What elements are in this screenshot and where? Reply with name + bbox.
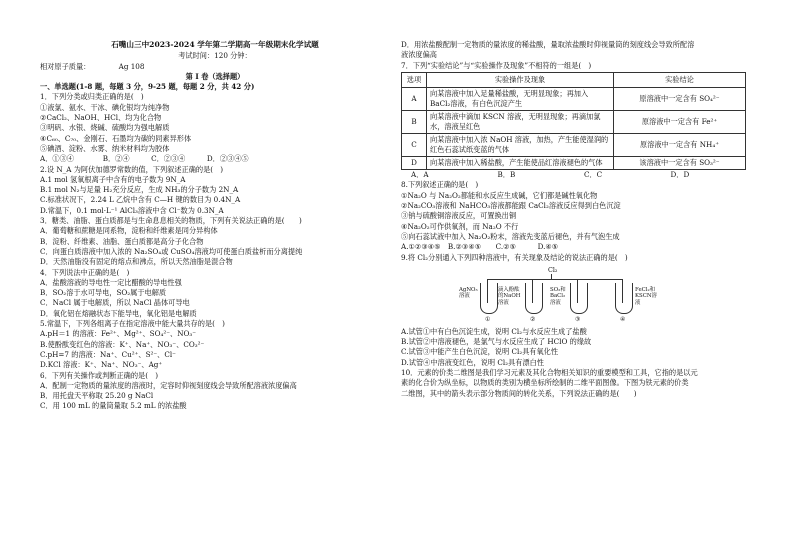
question-line: B．淀粉、纤维素、油脂、蛋白质都是高分子化合物: [40, 236, 204, 246]
atomic-mass-label: 相对原子质量：: [40, 61, 91, 71]
table-row: [402, 110, 746, 133]
q7-header-option: 选项: [402, 72, 427, 87]
question-line: ⑤碘酒、淀粉、水雾、纳米材料均为胶体: [40, 143, 170, 153]
question-line: C.试管③中能产生白色沉淀，说明 Cl₂具有氧化性: [401, 347, 559, 357]
question-line: D.KCl 溶液：K⁺、Na⁺、NO₃⁻、Ag⁺: [40, 360, 163, 370]
question-line: ③钠与硫酸铜溶液反应，可置换出铜: [401, 211, 517, 221]
right-column: [401, 0, 757, 549]
exam-time: 考试时间：120 分钟：: [178, 51, 252, 61]
q7-header-operation: 实验操作及现象: [427, 72, 614, 87]
section-title: 第 I 卷（选择题）: [185, 71, 245, 81]
question-line: B.使酚酞变红色的溶液：K⁺、Na⁺、NO₃⁻、CO₃²⁻: [40, 339, 205, 349]
question-line: D．氧化铝在熔融状态下能导电，氧化铝是电解质: [40, 308, 197, 318]
tube-4-label: FeCl₂和KSCN溶液: [635, 286, 657, 306]
table-row: [402, 133, 746, 156]
test-tube-2: [525, 283, 543, 314]
q7-cell-option: A: [402, 87, 427, 110]
test-tube-4: [615, 283, 633, 314]
q7-cell-option: B: [402, 110, 427, 133]
q7-cell-conclusion: 原溶液中一定含有 SO₄²⁻: [614, 87, 746, 110]
test-tube-1: [480, 283, 498, 314]
left-question-list: [40, 92, 390, 411]
question-line: D．天然油脂没有固定的熔点和沸点，所以天然油脂是混合物: [40, 257, 233, 267]
q7-cell-operation: 向某溶液中滴加 KSCN 溶液，无明显现象；再滴加氯水，溶液呈红色: [427, 110, 614, 133]
question-line: B．用托盘天平称取 25.20 g NaCl: [40, 391, 154, 401]
tube-4-number: ④: [620, 315, 626, 323]
q7-cell-operation: 向某溶液中加入浓 NaOH 溶液，加热，产生能使湿润的红色石蕊试纸变蓝的气体: [427, 133, 614, 156]
question-line: 素的化合价为纵坐标，以物质的类别为横坐标所绘制的二维平面图像。下图为铁元素的价类: [401, 378, 689, 388]
exam-title: 石嘴山三中2023-2024 学年第二学期高一年级期末化学试题: [111, 40, 319, 49]
question-line: A.1 mol 氢氧根离子中含有的电子数为 9N_A: [40, 174, 186, 184]
question-line: ②CaCl₂、NaOH、HCl、均为化合物: [40, 113, 162, 123]
question-line: ⑤向石蕊试液中加入 Na₂O₂粉末，溶液先变蓝后褪色，并有气泡生成: [401, 231, 620, 241]
q7-options: [401, 170, 757, 180]
question-line: A．葡萄糖和蔗糖是同系物，淀粉和纤维素是同分异构体: [40, 226, 218, 236]
question-line: B．SO₂溶于水可导电，SO₂属于电解质: [40, 288, 167, 298]
question-line: ②Na₂CO₃溶液和 NaHCO₃溶液都能跟 CaCl₂溶液反应得到白色沉淀: [401, 201, 621, 211]
question-line: C.标准状况下，2.24 L 乙烷中含有 C—H 键的数目为 0.4N_A: [40, 195, 241, 205]
left-column: [40, 0, 390, 549]
right-bottom-lines: [401, 327, 757, 399]
question-line: D.常温下，0.1 mol·L⁻¹ AlCl₃溶液中含 Cl⁻数为 0.3N_A: [40, 205, 224, 215]
question-line: D.试管④中溶液变红色，说明 Cl₂具有漂白性: [401, 357, 544, 367]
tube-1-label: AgNO₃溶液: [459, 286, 478, 300]
question-line: 5.常温下，下列各组离子在指定溶液中能大量共存的是( ): [40, 319, 225, 329]
q7-cell-conclusion: 原溶液中一定含有 Fe²⁺: [614, 110, 746, 133]
tube-2-label: 滴入酚酞的NaOH溶液: [498, 286, 521, 306]
question-line: C．向蛋白质溶液中加入浓的 Na₂SO₄或 CuSO₄溶液均可使蛋白质盐析而分离提纯: [40, 246, 303, 256]
question-line: ①Na₂O 与 Na₂O₂都能和水反应生成碱，它们都是碱性氧化物: [401, 190, 598, 200]
right-top-lines: [401, 40, 757, 71]
question-line: A．盐酸溶液的导电性一定比醋酸的导电性强: [40, 277, 182, 287]
tube-2-number: ②: [530, 315, 536, 323]
question-line: B.试管②中溶液褪色，是氯气与水反应生成了 HClO 的缘故: [401, 337, 592, 347]
part-title: 一、单选题(1-8 题，每题 3 分，9-25 题，每题 2 分，共 42 分): [40, 82, 255, 92]
question-line: ①液氯、氨水、干冰、碘化银均为纯净物: [40, 102, 170, 112]
atomic-mass-line: [40, 62, 390, 72]
q7-cell-operation: 向某溶液中加入足量稀盐酸，无明显现象；再加入 BaCl₂溶液，有白色沉淀产生: [427, 87, 614, 110]
q7-table: [401, 72, 746, 170]
q7-option-d: D．D: [670, 170, 690, 180]
q7-option-b: B．B: [497, 170, 516, 180]
question-line: A．配制一定物质的量浓度的溶液时，定容时仰视刻度线会导致所配溶液浓度偏高: [40, 380, 297, 390]
gas-manifold-pipe: [487, 279, 623, 280]
q7-option-c: C．C: [584, 170, 603, 180]
question-line: 6．下列有关操作或判断正确的是( ): [40, 370, 158, 380]
question-line: 2.设 N_A 为阿伏加德罗常数的值，下列叙述正确的是( ): [40, 164, 224, 174]
table-row: [402, 156, 746, 169]
question-line: A．①③④ B．②④ C．②③④ D．②③④⑤: [40, 154, 249, 164]
question-line: C．用 100 mL 的量筒量取 5.2 mL 的浓盐酸: [40, 401, 187, 411]
question-line: 8.下列叙述正确的是( ): [401, 180, 479, 190]
atomic-mass-value: Ag 108: [118, 61, 145, 71]
question-line: B.1 mol N₂与足量 H₂充分反应，生成 NH₃的分子数为 2N_A: [40, 185, 239, 195]
q7-cell-conclusion: 该溶液中一定含有 SO₃²⁻: [614, 156, 746, 169]
question-line: D．用浓盐酸配制一定物质的量浓度的稀盐酸，量取浓盐酸时仰视量筒的刻度线会导致所配溶: [401, 40, 695, 49]
question-line: A.①②③④⑤ B.②③④⑤ C.②⑤ D.④⑤: [401, 242, 559, 252]
question-line: 液浓度偏高: [401, 50, 437, 60]
question-line: ④C₆₀、C₇₀、金刚石、石墨均为碳的同素异形体: [40, 133, 192, 143]
question-line: 二维图，其中的箭头表示部分物质间的转化关系，下列说法正确的是( ): [401, 388, 637, 398]
question-line: C．NaCl 属于电解质，所以 NaCl 晶体可导电: [40, 298, 190, 308]
q9-apparatus-diagram: [401, 265, 757, 325]
tube-3-label: SO₂和BaCl₂溶液: [550, 286, 566, 306]
q7-cell-option: D: [402, 156, 427, 169]
question-line: 10．元素的价类二维图是我们学习元素及其化合物相关知识的重要模型和工具，它指的是以元: [401, 368, 698, 378]
question-line: 3．糖类、油脂、蛋白质都是与生命息息相关的物质，下列有关说法正确的是( ): [40, 216, 302, 226]
table-row: [402, 87, 746, 110]
chlorine-gas-label: Cl₂: [548, 265, 558, 274]
question-line: ④Na₂O₂可作供氧剂，而 Na₂O 不行: [401, 221, 519, 231]
question-line: ③明矾、水银、烧碱、硫酸均为强电解质: [40, 123, 170, 133]
q7-option-a: A．A: [411, 170, 429, 180]
question-line: 9.将 Cl₂分别通入下列四种溶液中，有关现象及结论的说法正确的是( ): [401, 252, 628, 262]
right-mid-lines: [401, 180, 757, 262]
q7-cell-operation: 向某溶液中加入稀盐酸，产生能使品红溶液褪色的气体: [427, 156, 614, 169]
question-line: A.试管①中有白色沉淀生成，说明 Cl₂与水反应生成了盐酸: [401, 326, 587, 336]
q7-header-conclusion: 实验结论: [614, 72, 746, 87]
q7-cell-conclusion: 原溶液中一定含有 NH₄⁺: [614, 133, 746, 156]
question-line: 1．下列分类或归类正确的是( ): [40, 92, 144, 102]
tube-3-number: ③: [575, 315, 581, 323]
question-line: 4．下列说法中正确的是( ): [40, 267, 130, 277]
test-tube-3: [570, 283, 588, 314]
q7-cell-option: C: [402, 133, 427, 156]
question-line: 7．下列“实验结论”与“实验操作及现象”不相符的一组是( ): [401, 60, 592, 70]
question-line: A.pH＝1 的溶液：Fe²⁺、Mg²⁺、SO₄²⁻、NO₃⁻: [40, 329, 197, 339]
question-line: C.pH=7 的溶液：Na⁺、Cu²⁺、S²⁻、Cl⁻: [40, 349, 176, 359]
tube-1-number: ①: [485, 315, 491, 323]
